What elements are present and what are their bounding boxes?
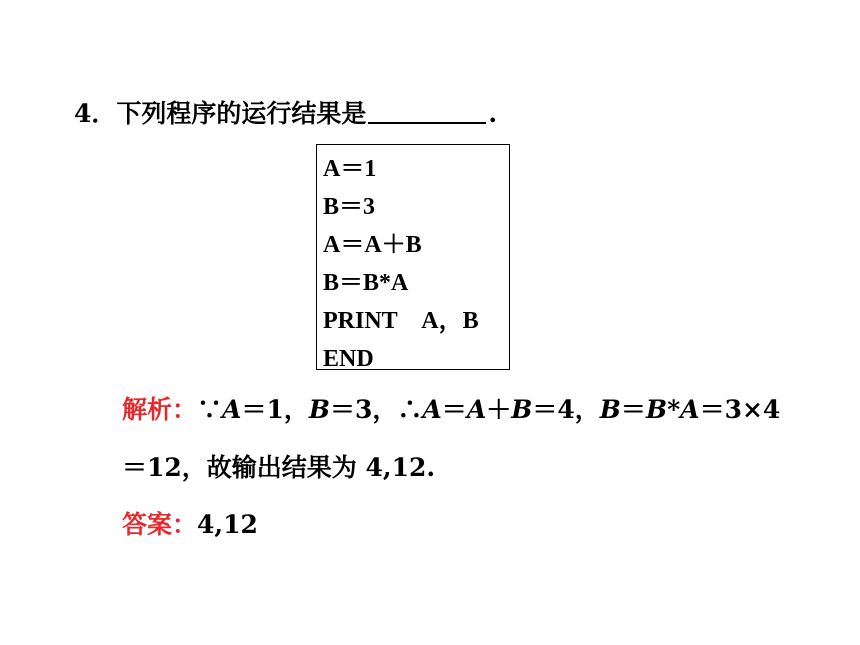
- answer-line: [122, 505, 258, 541]
- solution-var: A: [680, 395, 700, 424]
- answer-blank: [368, 98, 486, 124]
- solution-var: B: [645, 395, 668, 424]
- program-code-box: [316, 144, 510, 370]
- solution-line-1: [122, 390, 780, 426]
- code-line: PRINT A，B: [323, 308, 479, 334]
- solution-var: B: [599, 395, 621, 424]
- solution-var: A: [466, 395, 487, 424]
- question-text: 下列程序的运行结果是: [116, 99, 367, 128]
- question-line: [74, 94, 497, 130]
- code-line: B＝B*A: [323, 270, 409, 296]
- solution-text: ＝3，∴: [329, 395, 423, 424]
- solution-var: B: [511, 395, 533, 424]
- solution-var: B: [308, 395, 330, 424]
- solution-var: A: [222, 395, 242, 424]
- solution-text: ＝: [620, 395, 646, 424]
- solution-text: ∵: [197, 395, 223, 424]
- code-line: B＝3: [323, 194, 376, 220]
- answer-label: 答案：: [122, 510, 198, 539]
- solution-text: ＋: [486, 395, 512, 424]
- solution-text: ＝4，: [532, 395, 600, 424]
- code-line: A＝A＋B: [323, 232, 422, 258]
- code-line: END: [323, 346, 374, 372]
- solution-line-2: ＝12，故输出结果为 4,12.: [122, 453, 436, 482]
- solution-text: ＝1，: [241, 395, 309, 424]
- solution-text: *: [667, 395, 681, 424]
- solution-var: A: [422, 395, 442, 424]
- answer-value: 4,12: [197, 510, 258, 539]
- solution-text: ＝3×4: [699, 395, 781, 424]
- question-number: 4．: [74, 99, 117, 128]
- solution-text: ＝: [441, 395, 467, 424]
- question-period: .: [488, 99, 498, 128]
- solution-label: 解析：: [122, 395, 198, 424]
- code-line: A＝1: [323, 156, 377, 182]
